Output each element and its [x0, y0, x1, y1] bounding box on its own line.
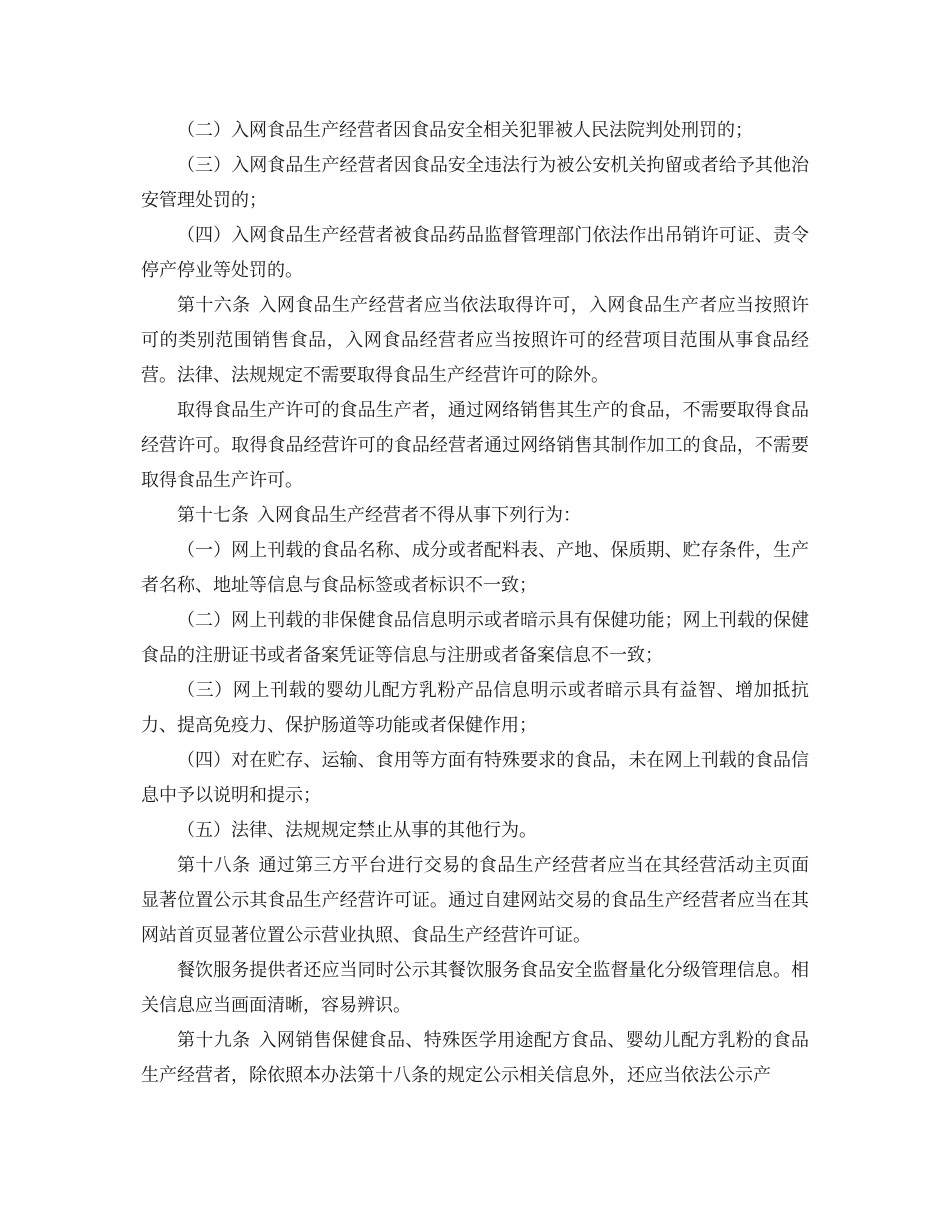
list-item-5: （五）法律、法规规定禁止从事的其他行为。	[177, 820, 537, 841]
document-body	[141, 113, 809, 1093]
list-item-4: （四）对在贮存、运输、食用等方面有特殊要求的食品，未在网上刊载的食品信息中予以说明和提示；	[141, 750, 809, 806]
list-item-3: （三）网上刊载的婴幼儿配方乳粉产品信息明示或者暗示具有益智、增加抵抗力、提高免疫力、保护肠道等功能或者保健作用；	[141, 680, 809, 736]
article-17	[141, 498, 809, 533]
article-text: 通过第三方平台进行交易的食品生产经营者应当在其经营活动主页面显著位置公示其食品生产经营许可证。通过自建网站交易的食品生产经营者应当在其网站首页显著位置公示营业执照、食品生产经营许可证。	[141, 855, 810, 946]
article-text: 入网食品生产经营者不得从事下列行为：	[257, 505, 581, 526]
article-16	[141, 288, 809, 393]
article-text: 入网食品生产经营者应当依法取得许可，入网食品生产者应当按照许可的类别范围销售食品，入网食品经营者应当按照许可的经营项目范围从事食品经营。法律、法规规定不需要取得食品生产经营许可的除外。	[141, 295, 810, 386]
article-number: 第十七条	[177, 505, 249, 526]
list-item-2: （二）网上刊载的非保健食品信息明示或者暗示具有保健功能；网上刊载的保健食品的注册证书或者备案凭证等信息与注册或者备案信息不一致；	[141, 610, 809, 666]
list-item-4: （四）入网食品生产经营者被食品药品监督管理部门依法作出吊销许可证、责令停产停业等处罚的。	[141, 225, 809, 281]
list-item-2: （二）入网食品生产经营者因食品安全相关犯罪被人民法院判处刑罚的；	[177, 120, 753, 141]
paragraph-text: 取得食品生产许可的食品生产者，通过网络销售其生产的食品，不需要取得食品经营许可。取得食品经营许可的食品经营者通过网络销售其制作加工的食品，不需要取得食品生产许可。	[141, 400, 809, 491]
article-number: 第十六条	[177, 295, 251, 316]
list-item-1: （一）网上刊载的食品名称、成分或者配料表、产地、保质期、贮存条件，生产者名称、地址等信息与食品标签或者标识不一致；	[141, 540, 809, 596]
article-text: 入网销售保健食品、特殊医学用途配方食品、婴幼儿配方乳粉的食品生产经营者，除依照本办法第十八条的规定公示相关信息外，还应当依法公示产	[141, 1030, 810, 1086]
article-number: 第十八条	[177, 855, 251, 876]
paragraph-text: 餐饮服务提供者还应当同时公示其餐饮服务食品安全监督量化分级管理信息。相关信息应当画面清晰，容易辨识。	[141, 960, 809, 1016]
article-19	[141, 1023, 809, 1093]
article-18	[141, 848, 809, 953]
article-number: 第十九条	[177, 1030, 251, 1051]
list-item-3: （三）入网食品生产经营者因食品安全违法行为被公安机关拘留或者给予其他治安管理处罚的；	[141, 155, 809, 211]
